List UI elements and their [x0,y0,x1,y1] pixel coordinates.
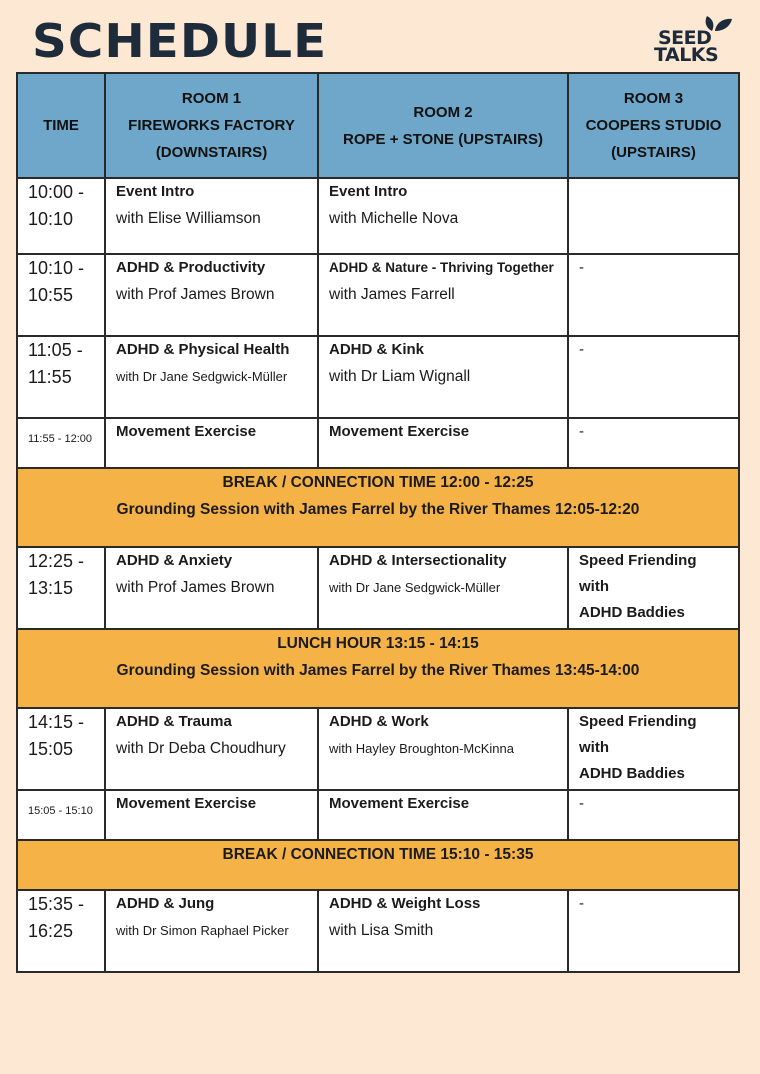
room1-column-header [105,73,318,178]
table-row [17,336,739,418]
break-title: BREAK / CONNECTION TIME 12:00 - 12:25 [222,474,534,491]
session-cell-empty [568,178,739,254]
session-cell [318,708,568,790]
session-cell [568,790,739,840]
room3-venue: COOPERS STUDIO [585,117,722,134]
no-session-dash: - [579,895,584,912]
session-title: Speed Friending with [579,713,697,756]
time-column-header: TIME [17,73,105,178]
session-speaker: with Elise Williamson [116,210,261,227]
time-cell: 15:35 - 16:25 [17,890,105,972]
session-title: ADHD & Nature - Thriving Together [329,260,554,275]
session-speaker: with James Farrell [329,286,455,303]
no-session-dash: - [579,259,584,276]
header-row [17,73,739,178]
session-cell [105,254,318,336]
session-cell [105,547,318,629]
room3-name: ROOM 3 [623,90,684,107]
page-title: SCHEDULE [32,14,328,68]
session-speaker: with Lisa Smith [329,922,434,939]
session-cell [318,178,568,254]
session-title: ADHD & Anxiety [116,552,233,569]
room1-venue: FIREWORKS FACTORY [128,117,295,134]
seed-talks-logo [654,18,738,66]
session-host: ADHD Baddies [579,604,685,621]
no-session-dash: - [579,423,584,440]
table-row [17,708,739,790]
table-row [17,890,739,972]
time-cell: 10:00 - 10:10 [17,178,105,254]
table-row [17,547,739,629]
session-speaker: with Michelle Nova [329,210,459,227]
session-cell [318,418,568,468]
time-cell: 11:55 - 12:00 [17,418,105,468]
break-row [17,840,739,890]
session-cell [318,790,568,840]
session-cell [568,547,739,629]
time-cell: 15:05 - 15:10 [17,790,105,840]
session-cell [318,890,568,972]
session-title: ADHD & Jung [116,895,215,912]
session-host: ADHD Baddies [579,765,685,782]
session-cell [318,547,568,629]
room1-floor: (DOWNSTAIRS) [155,144,268,161]
break-title: LUNCH HOUR 13:15 - 14:15 [277,635,479,652]
session-title: Event Intro [329,183,408,200]
session-cell [105,336,318,418]
room2-column-header [318,73,568,178]
session-title: Event Intro [116,183,195,200]
lunch-banner [17,629,739,708]
session-speaker: with Prof James Brown [116,579,275,596]
logo-word-talks: TALKS [654,44,719,66]
room3-floor: (UPSTAIRS) [611,144,696,161]
session-title: ADHD & Work [329,713,429,730]
break-title: BREAK / CONNECTION TIME 15:10 - 15:35 [222,846,534,863]
break-row [17,629,739,708]
session-cell [568,708,739,790]
session-title: ADHD & Intersectionality [329,552,507,569]
session-title: Movement Exercise [116,423,257,440]
session-speaker: with Dr Liam Wignall [329,368,471,385]
session-cell [105,418,318,468]
session-cell [105,790,318,840]
table-row [17,418,739,468]
time-cell: 10:10 - 10:55 [17,254,105,336]
session-speaker: with Dr Simon Raphael Picker [116,923,289,938]
break-activity: Grounding Session with James Farrel by the River Thames 12:05-12:20 [116,501,640,518]
session-title: ADHD & Kink [329,341,425,358]
room3-column-header [568,73,739,178]
logo-word-seed: SEED [658,27,712,49]
session-cell [318,336,568,418]
break-banner [17,840,739,890]
session-speaker: with Dr Deba Choudhury [116,740,286,757]
session-title: Speed Friending with [579,552,697,595]
session-cell [568,890,739,972]
time-cell: 11:05 - 11:55 [17,336,105,418]
session-title: Movement Exercise [329,423,470,440]
session-speaker: with Hayley Broughton-McKinna [329,741,514,756]
session-title: Movement Exercise [329,795,470,812]
session-title: ADHD & Weight Loss [329,895,481,912]
table-row [17,178,739,254]
no-session-dash: - [579,341,584,358]
table-row [17,254,739,336]
no-session-dash: - [579,795,584,812]
session-cell [568,336,739,418]
time-cell: 14:15 - 15:05 [17,708,105,790]
session-cell [105,708,318,790]
session-cell [568,254,739,336]
room2-venue: ROPE + STONE (UPSTAIRS) [343,130,543,148]
session-title: ADHD & Productivity [116,259,266,276]
session-speaker: with Dr Jane Sedgwick-Müller [116,369,288,384]
session-title: Movement Exercise [116,795,257,812]
schedule-table [16,72,740,973]
room1-name: ROOM 1 [181,90,242,107]
session-cell [568,418,739,468]
session-title: ADHD & Trauma [116,713,232,730]
session-speaker: with Prof James Brown [116,286,275,303]
room2-name: ROOM 2 [413,103,473,121]
session-speaker: with Dr Jane Sedgwick-Müller [329,580,501,595]
session-cell [105,890,318,972]
session-cell [105,178,318,254]
break-banner [17,468,739,547]
table-row [17,790,739,840]
time-cell: 12:25 - 13:15 [17,547,105,629]
session-title: ADHD & Physical Health [116,341,290,358]
session-cell [318,254,568,336]
break-activity: Grounding Session with James Farrel by the River Thames 13:45-14:00 [116,662,640,679]
break-row [17,468,739,547]
